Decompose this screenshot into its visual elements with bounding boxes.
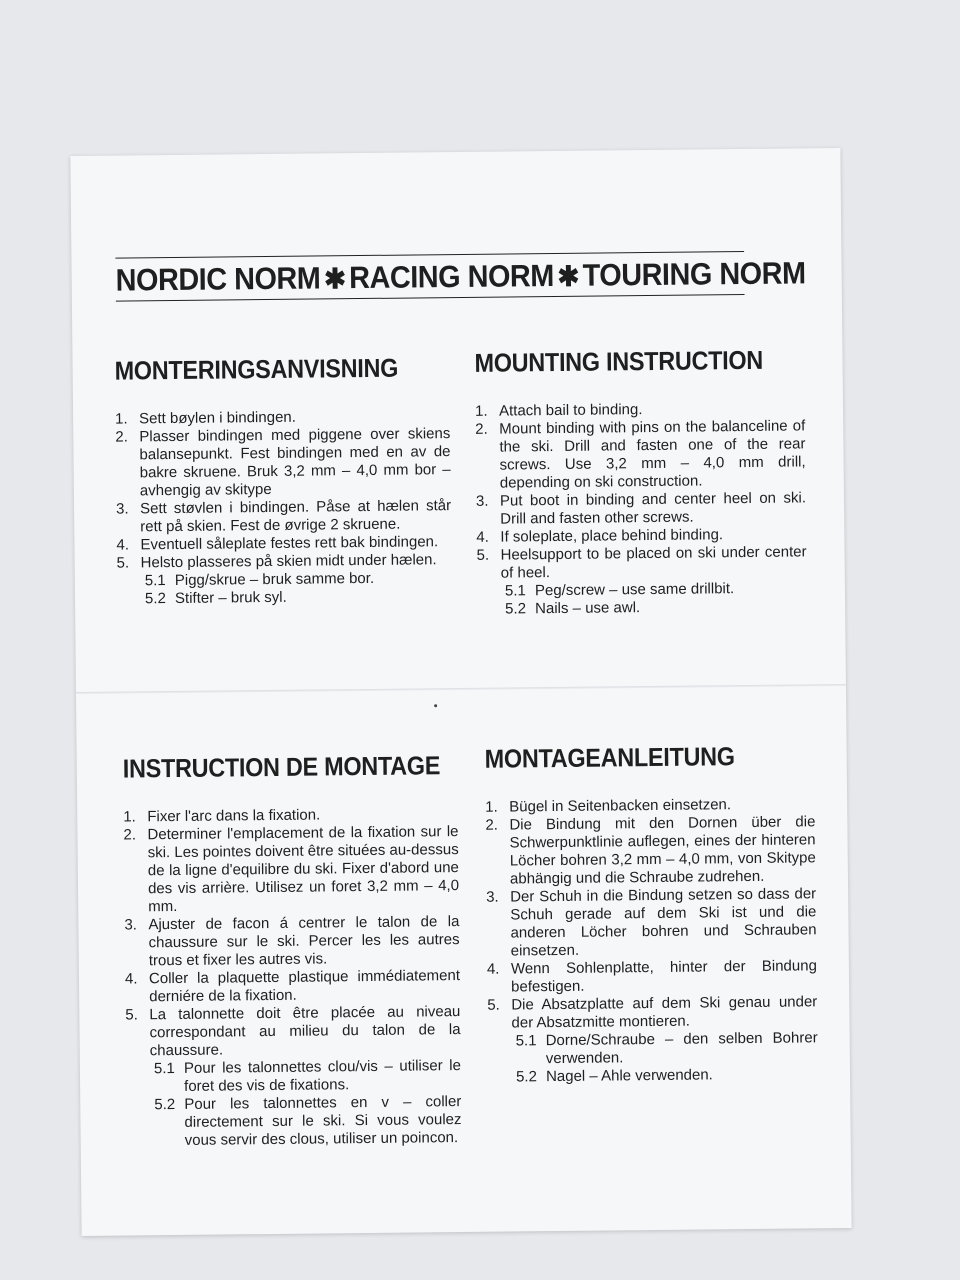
step-text: Ajuster de facon á centrer le talon de la chaussure sur le ski. Percer les les autres trous et fixer les autres vis. — [148, 913, 460, 970]
steps-list — [123, 805, 462, 1150]
step-text: Mount binding with pins on the balanceline of the ski. Drill and fasten one of the rear screws. Use 3,2 mm – 4,0 mm drill, depending on ski construction. — [499, 417, 806, 492]
steps-list — [115, 407, 452, 608]
step-text: Die Absatzplatte auf dem Ski genau under der Absatzmitte montieren. — [511, 993, 818, 1032]
step-item — [476, 489, 806, 528]
step-text: Die Bindung mit den Dornen über die Schwerpunktlinie auflegen, eines der hinteren Löcher bohren 3,2 mm – 4,0 mm, von Skitype abhängig und die Schraube zudrehen. — [509, 813, 816, 888]
step-text: Determiner l'emplacement de la fixation sur le ski. Les pointes doivent être situées au-dessus de la ligne d'equilibre du ski. Fixer d'abord une des vis arrière. Utilisez un foret 3,2 mm – 4,0 mm. — [147, 823, 460, 916]
step-number: 5. — [476, 546, 490, 564]
substeps-list — [141, 569, 452, 608]
step-number: 4. — [486, 960, 500, 978]
asterisk-separator: ✱ — [557, 260, 580, 292]
substeps-list — [501, 579, 807, 618]
step-number: 2. — [475, 420, 488, 438]
step-number: 5. — [116, 554, 130, 572]
step-item — [486, 885, 817, 960]
step-text: Wenn Sohlenplatte, hinter der Bindung befestigen. — [510, 957, 817, 996]
substep-number: 5.1 — [153, 1060, 175, 1078]
step-number: 4. — [116, 536, 130, 554]
substep-item — [505, 597, 807, 618]
substep-number: 5.1 — [144, 572, 166, 590]
step-item — [124, 913, 460, 971]
step-text: Coller la plaquette plastique immédiatement derniére de la fixation. — [148, 967, 461, 1006]
step-number: 1. — [474, 402, 488, 420]
substep-number: 5.1 — [515, 1032, 537, 1050]
fold-line — [76, 684, 846, 694]
asterisk-separator: ✱ — [323, 263, 346, 295]
step-text: Put boot in binding and center heel on ski. Drill and fasten other screws. — [499, 489, 807, 528]
step-item — [125, 1003, 461, 1151]
step-item — [485, 813, 816, 888]
step-item — [476, 543, 807, 618]
step-text: Plasser bindingen med piggene over skiens balansepunkt. Fest bindingen med en av de bakre skruene. Bruk 3,2 mm – 4,0 mm bor – avhengig av skitype — [139, 425, 451, 500]
step-number: 1. — [485, 798, 498, 816]
substeps-list — [150, 1057, 462, 1150]
step-item — [125, 967, 460, 1007]
step-item — [116, 497, 451, 537]
norm-banner — [115, 251, 806, 302]
section-title: MONTAGEANLEITUNG — [484, 741, 735, 774]
substep-item — [516, 1065, 818, 1086]
step-text: Eventuell såleplate festes rett bak bindingen. — [140, 533, 439, 554]
step-number: 1. — [115, 410, 128, 428]
step-number: 3. — [475, 492, 489, 510]
step-number: 2. — [115, 428, 128, 446]
step-text: Sett bøylen i bindingen. — [139, 408, 296, 428]
substep-text: Pour les talonnettes clou/vis – utiliser le foret des vis de fixations. — [183, 1057, 462, 1095]
section-english — [474, 344, 807, 618]
substep-item — [145, 587, 452, 608]
substep-item — [154, 1057, 461, 1096]
substep-item — [154, 1093, 462, 1150]
step-number: 3. — [486, 888, 499, 906]
substep-number: 5.2 — [515, 1068, 537, 1086]
section-german — [485, 740, 819, 1086]
section-title: MOUNTING INSTRUCTION — [474, 344, 764, 378]
substep-text: Dorne/Schraube – den selben Bohrer verwenden. — [545, 1029, 818, 1068]
step-item — [475, 417, 806, 492]
step-number: 3. — [115, 500, 129, 518]
step-number: 5. — [125, 1006, 138, 1024]
instruction-sheet — [70, 148, 851, 1236]
section-title: MONTERINGSANVISNING — [114, 352, 399, 386]
banner-racing-norm: RACING NORM — [348, 258, 555, 296]
substep-text: Pigg/skrue – bruk samme bor. — [174, 569, 375, 589]
step-number: 1. — [123, 808, 136, 826]
ink-dot — [434, 704, 437, 707]
step-text: If soleplate, place behind binding. — [500, 526, 724, 546]
step-text: Sett støvlen i bindingen. Påse at hælen står rett på skien. Fest de øvrige 2 skruene. — [139, 497, 452, 536]
step-item — [123, 823, 459, 917]
step-item — [117, 551, 453, 609]
step-text: La talonnette doit être placée au niveau correspondant au milieu du talon de la chaussure. — [149, 1003, 461, 1060]
substep-number: 5.2 — [505, 600, 527, 618]
step-text: Bügel in Seitenbacken einsetzen. — [509, 796, 732, 816]
step-item — [115, 425, 451, 501]
substep-text: Nails – use awl. — [535, 599, 641, 618]
section-french — [123, 750, 462, 1150]
banner-touring-norm: TOURING NORM — [582, 255, 806, 293]
step-item — [487, 957, 817, 996]
section-norwegian — [114, 352, 452, 608]
substep-item — [516, 1029, 818, 1068]
step-item — [487, 993, 818, 1086]
steps-list — [485, 795, 818, 1086]
step-number: 5. — [487, 996, 500, 1014]
substep-number: 5.1 — [504, 582, 526, 600]
substep-text: Peg/screw – use same drillbit. — [534, 580, 735, 600]
substep-number: 5.2 — [144, 590, 166, 608]
step-text: Der Schuh in die Bindung setzen so dass der Schuh gerade auf dem Ski ist und die anderen Löcher bohren und Schrauben einsetzen. — [510, 885, 817, 960]
substeps-list — [512, 1029, 819, 1086]
substep-number: 5.2 — [154, 1096, 176, 1114]
step-text: Fixer l'arc dans la fixation. — [147, 806, 321, 826]
step-text: Heelsupport to be placed on ski under center of heel. — [500, 543, 807, 582]
banner-nordic-norm: NORDIC NORM — [115, 260, 321, 298]
substep-text: Nagel – Ahle verwenden. — [545, 1066, 713, 1086]
section-title: INSTRUCTION DE MONTAGE — [122, 750, 441, 784]
step-text: Attach bail to binding. — [498, 401, 643, 420]
step-text: Helsto plasseres på skien midt under hælen. — [140, 551, 437, 572]
step-number: 4. — [124, 970, 138, 988]
step-number: 4. — [476, 528, 489, 546]
substep-text: Stifter – bruk syl. — [174, 588, 287, 607]
steps-list — [475, 399, 807, 618]
substep-text: Pour les talonnettes en v – coller directement sur le ski. Si vous voulez vous servir des clous, utiliser un poincon. — [184, 1093, 462, 1149]
step-number: 2. — [123, 826, 137, 844]
step-number: 3. — [124, 916, 138, 934]
step-number: 2. — [485, 816, 499, 834]
